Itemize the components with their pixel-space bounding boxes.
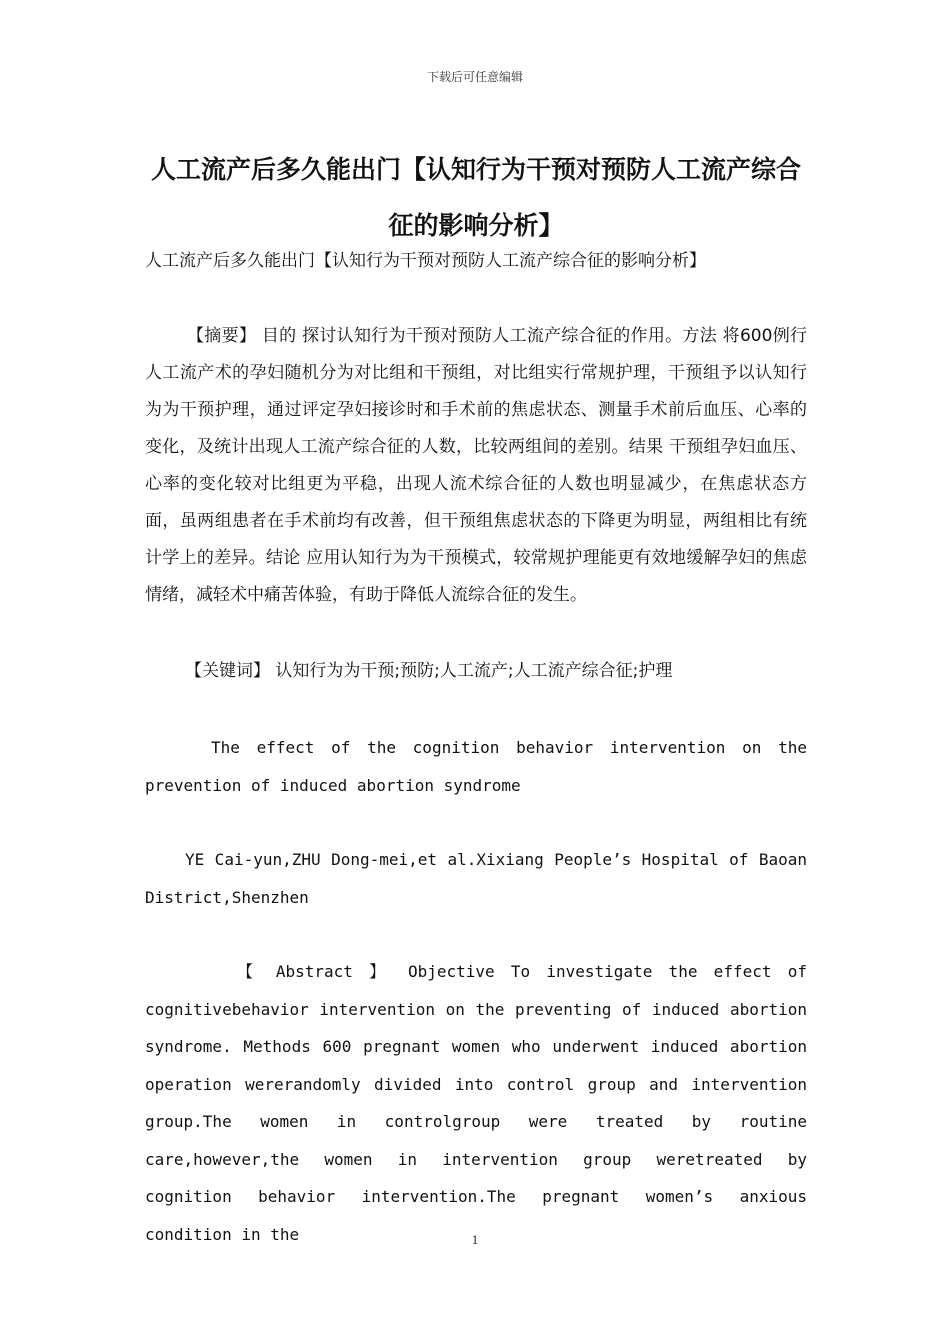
abstract-english <box>145 953 807 1253</box>
document-subtitle: 人工流产后多久能出门【认知行为干预对预防人工流产综合征的影响分析】 <box>145 251 706 271</box>
keywords-cn-text: 认知行为为干预;预防;人工流产;人工流产综合征;护理 <box>270 661 673 681</box>
english-authors: YE Cai-yun,ZHU Dong-mei,et al.Xixiang People’s Hospital of Baoan District,Shenzhen <box>145 850 807 907</box>
keywords-cn-label: 【关键词】 <box>185 661 270 681</box>
abstract-en-label: 【 Abstract 】 <box>237 962 392 981</box>
abstract-cn-label: 【摘要】 <box>187 326 257 346</box>
page-number: 1 <box>471 1232 479 1247</box>
abstract-chinese <box>145 318 807 614</box>
english-title: The effect of the cognition behavior intervention on the prevention of induced abortion syndrome <box>145 738 807 795</box>
keywords-chinese <box>145 653 807 690</box>
abstract-cn-text: 目的 探讨认知行为干预对预防人工流产综合征的作用。方法 将600例行人工流产术的孕妇随机分为对比组和干预组，对比组实行常规护理，干预组予以认知行为为干预护理，通过评定孕妇接诊时和手术前的焦虑状态、测量手术前后血压、心率的变化，及统计出现人工流产综合征的人数，比较两组间的差别。结果 干预组孕妇血压、心率的变化较对比组更为平稳，出现人流术综合征的人数也明显减少，在焦虑状态方面，虽两组患者在手术前均有改善，但干预组焦虑状态的下降更为明显，两组相比有统计学上的差异。结论 应用认知行为为干预模式，较常规护理能更有效地缓解孕妇的焦虑情绪，减轻术中痛苦体验，有助于降低人流综合征的发生。 <box>145 326 807 605</box>
abstract-en-text: Objective To investigate the effect of cognitivebehavior intervention on the preventing of induced abortion syndrome. Methods 600 pregnant women who underwent induced abortion operation wererandomly divided into control group and intervention group.The women in controlgroup were treated by routine care,however,the women in intervention group weretreated by cognition behavior intervention.The pregnant women’s anxious condition in the <box>145 962 807 1244</box>
header-note: 下载后可任意编辑 <box>426 70 523 84</box>
document-title: 人工流产后多久能出门【认知行为干预对预防人工流产综合征的影响分析】 <box>150 155 801 240</box>
